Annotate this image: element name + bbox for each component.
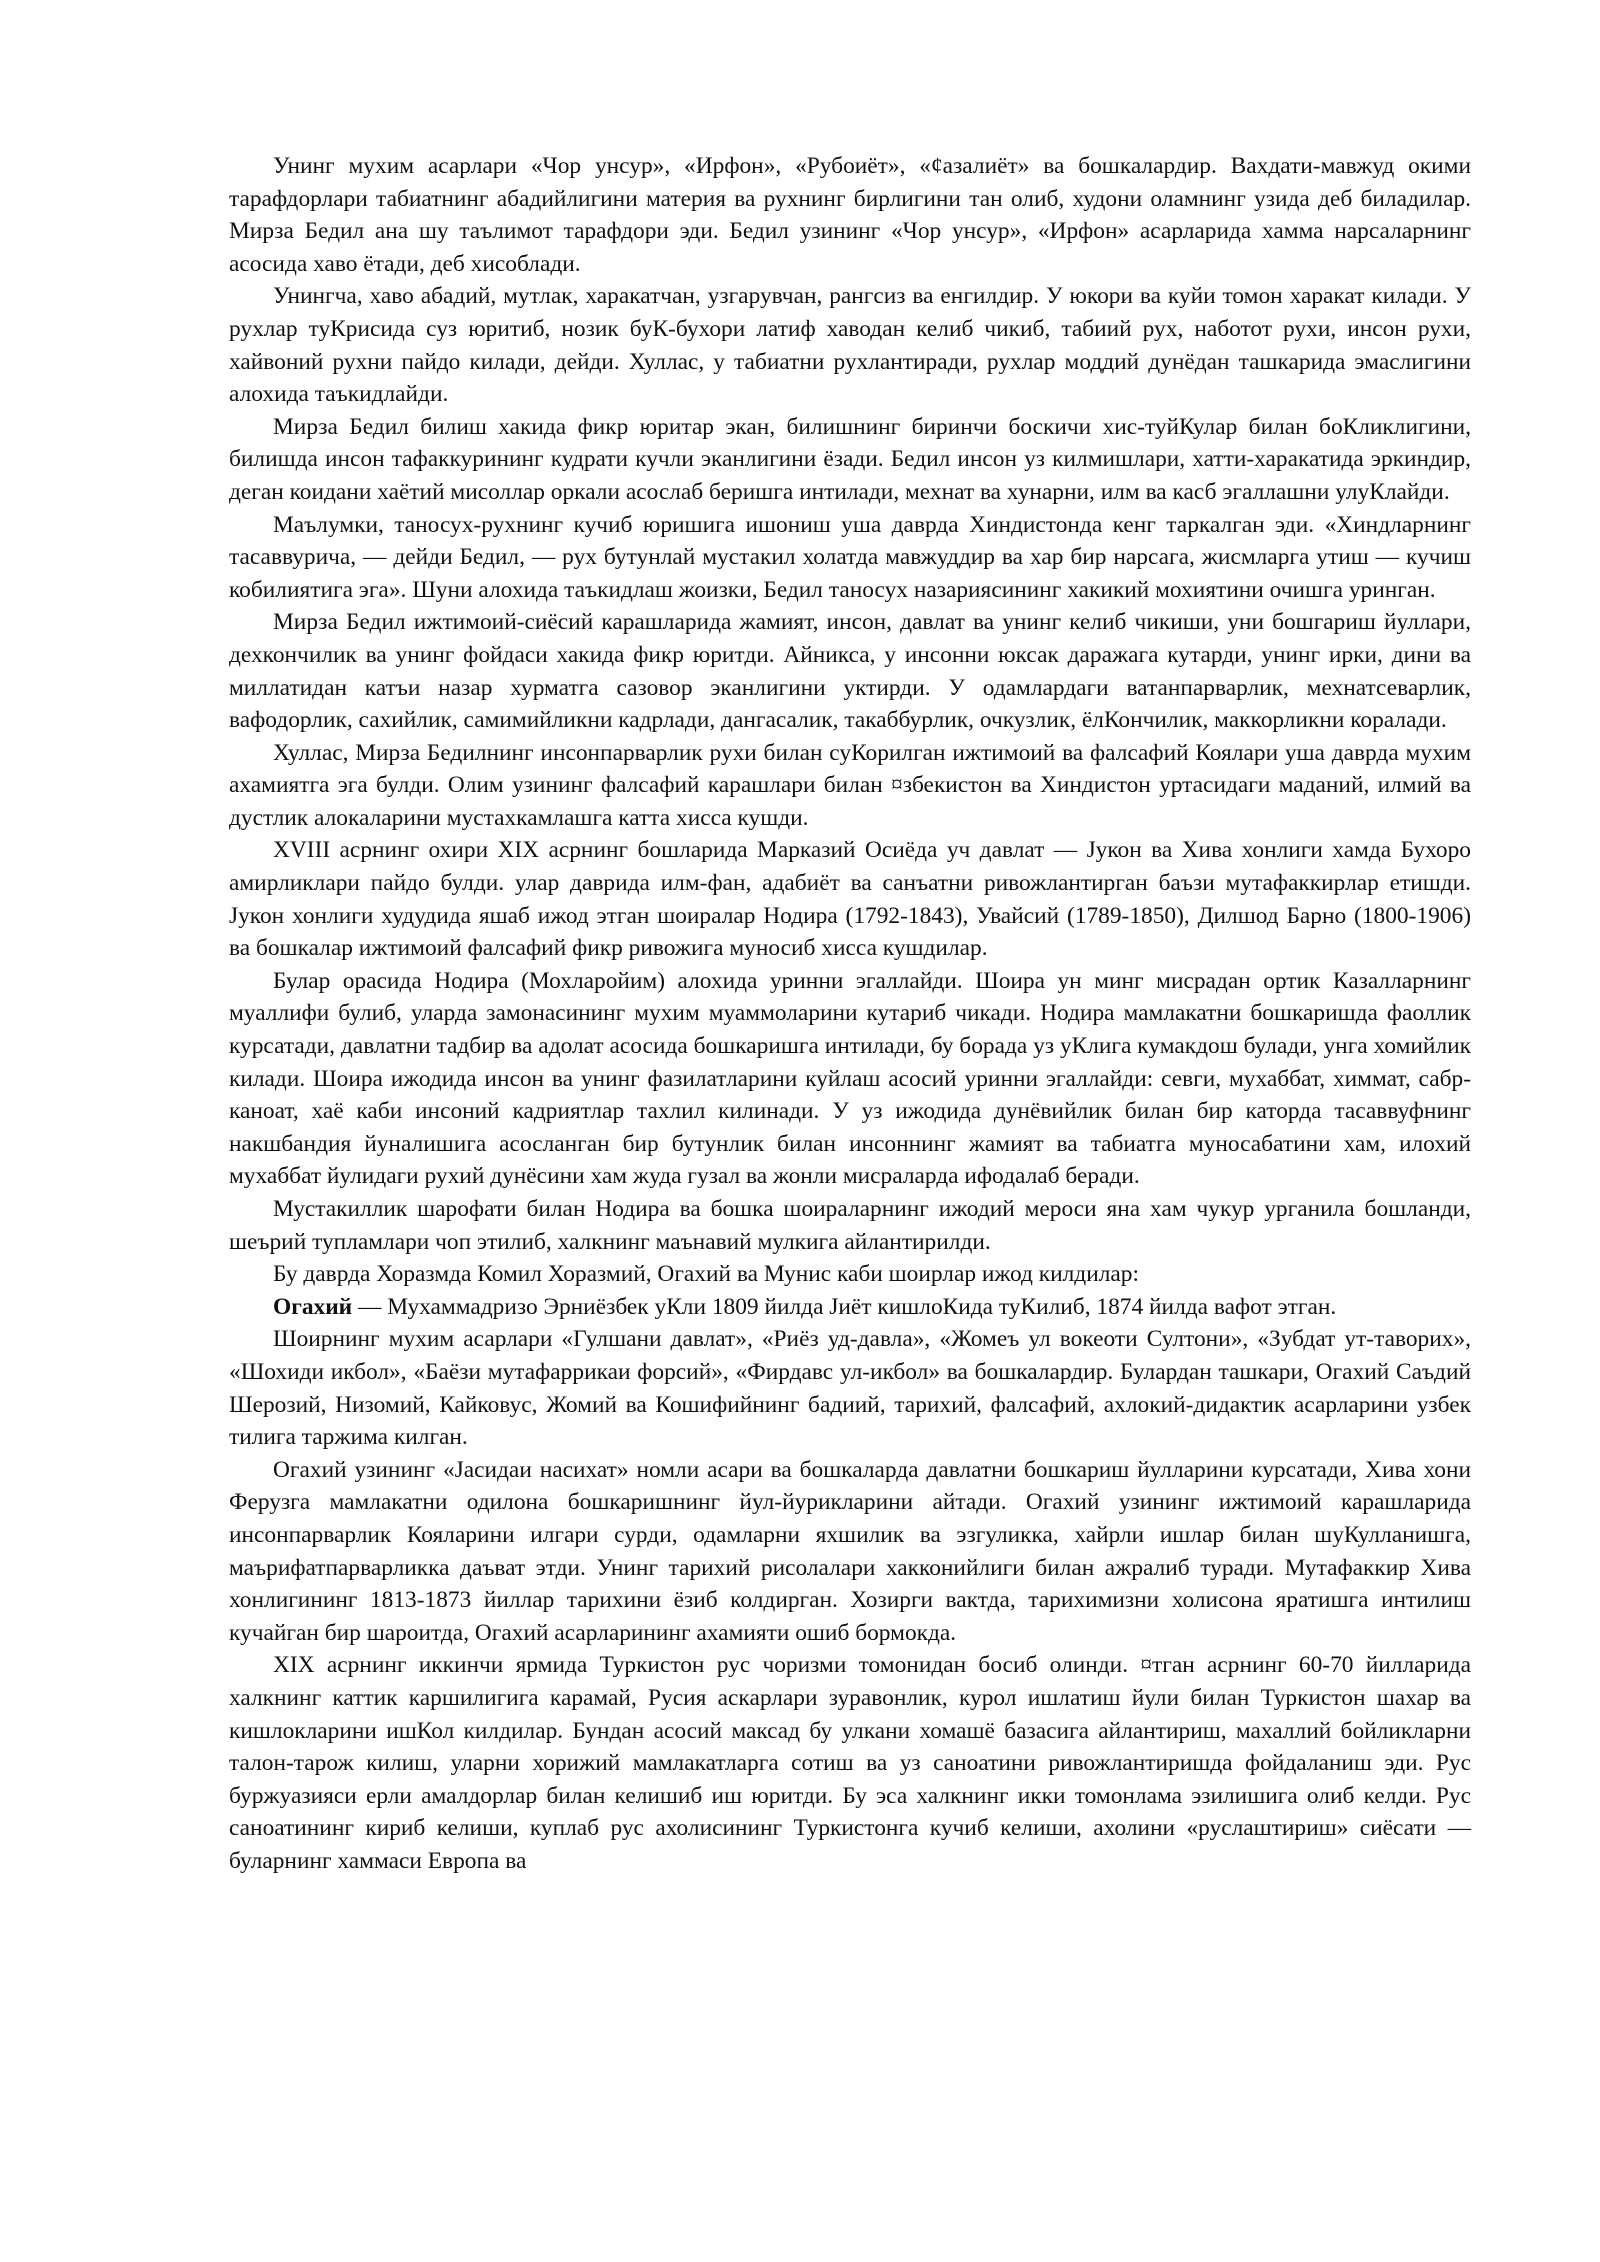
paragraph: Мирза Бедил билиш хакида фикр юритар экан, билишнинг биринчи боскичи хис-туйКулар билан боКликлигини, билишда инсон тафаккурининг кудрати кучли эканлигини ёзади. Бедил инсон уз килмишлари, хатти-харакатида эркиндир, деган коидани хаётий мисоллар оркали асослаб беришга интилади, мехнат ва хунарни, илм ва касб эгаллашни улуКлайди. <box>229 413 1471 505</box>
paragraph: XIX асрнинг иккинчи ярмида Туркистон рус чоризми томонидан босиб олинди. ¤тган асрнинг 60-70 йилларида халкнинг каттик каршилигига карамай, Русия аскарлари зуравонлик, курол ишлатиш йули билан Туркистон шахар ва кишлокларини ишКол килдилар. Бундан асосий максад бу улкани хомашё базасига айлантириш, махаллий бойликларни талон-тарож килиш, уларни хорижий мамлакатларга сотиш ва уз саноатини ривожлантиришда фойдаланиш эди. Рус буржуазияси ерли амалдорлар билан келишиб иш юритди. Бу эса халкнинг икки томонлама эзилишига олиб келди. Рус саноатининг кириб келиши, куплаб рус ахолисининг Туркистонга кучиб келиши, ахолини «руслаштириш» сиёсати — буларнинг хаммаси Европа ва <box>229 1652 1471 1874</box>
paragraph: Унингча, хаво абадий, мутлак, харакатчан, узгарувчан, рангсиз ва енгилдир. У юкори ва куйи томон харакат килади. У рухлар туКрисида суз юритиб, нозик буК-бухори латиф хаводан келиб чикиб, табиий рух, наботот рухи, инсон рухи, хайвоний рухни пайдо килади, дейди. Хуллас, у табиатни рухлантиради, рухлар моддий дунёдан ташкарида эмаслигини алохида таъкидлайди. <box>229 283 1471 408</box>
paragraph: Булар орасида Нодира (Мохларойим) алохида уринни эгаллайди. Шоира ун минг мисрадан ортик Казалларнинг муаллифи булиб, уларда замонасининг мухим муаммоларини кутариб чикади. Нодира мамлакатни бошкаришда фаоллик курсатади, давлатни тадбир ва адолат асосида бошкаришга интилади, бу борада уз уКлига кумакдош булади, унга хомийлик килади. Шоира ижодида инсон ва унинг фазилатларини куйлаш асосий уринни эгаллайди: севги, мухаббат, химмат, сабр-каноат, хаё каби инсоний кадриятлар тахлил килинади. У уз ижодида дунёвийлик билан бир каторда тасаввуфнинг накшбандия йуналишига асосланган бир бутунлик билан инсоннинг жамият ва табиатга муносабатини хам, илохий мухаббат йулидаги рухий дунёсини хам жуда гузал ва жонли мисраларда ифодалаб беради. <box>229 967 1471 1190</box>
ogahiy-paragraph <box>229 1291 1471 1324</box>
paragraph: Шоирнинг мухим асарлари «Гулшани давлат», «Риёз уд-давла», «Жомеъ ул вокеоти Султони», «Зубдат ут-таворих», «Шохиди икбол», «Баёзи мутафаррикаи форсий», «Фирдавс ул-икбол» ва бошкалардир. Булардан ташкари, Огахий Саъдий Шерозий, Низомий, Кайковус, Жомий ва Кошифийнинг бадиий, тарихий, фалсафий, ахлокий-дидактик асарларини узбек тилига таржима килган. <box>229 1326 1471 1451</box>
paragraph: Бу даврда Хоразмда Комил Хоразмий, Огахий ва Мунис каби шоирлар ижод килдилар: <box>273 1261 1139 1288</box>
paragraph: Маълумки, таносух-рухнинг кучиб юришига ишониш уша даврда Хиндистонда кенг таркалган эди. «Хиндларнинг тасаввурича, — дейди Бедил, — рух бутунлай мустакил холатда мавжуддир ва хар бир нарсага, жисмларга утиш — кучиш кобилиятига эга». Шуни алохида таъкидлаш жоизки, Бедил таносух назариясининг хакикий мохиятини очишга уринган. <box>229 511 1471 603</box>
ogahiy-text: — Мухаммадризо Эрниёзбек уКли 1809 йилда Јиёт кишлоКида туКилиб, 1874 йилда вафот этган. <box>352 1293 1337 1320</box>
document-page <box>229 150 1471 1877</box>
paragraph: Огахий узининг «Јасидаи насихат» номли асари ва бошкаларда давлатни бошкариш йулларини курсатади, Хива хони Ферузга мамлакатни одилона бошкаришнинг йул-йурикларини айтади. Огахий узининг ижтимоий карашларида инсонпарварлик Кояларини илгари сурди, одамларни яхшилик ва эзгуликка, хайрли ишлар билан шуКулланишга, маърифатпарварликка даъват этди. Унинг тарихий рисолалари хакконийлиги билан ажралиб туради. Мутафаккир Хива хонлигининг 1813-1873 йиллар тарихини ёзиб колдирган. Хозирги вактда, тарихимизни холисона яратишга интилиш кучайган бир шароитда, Огахий асарларининг ахамияти ошиб бормокда. <box>229 1456 1471 1646</box>
paragraph: Хуллас, Мирза Бедилнинг инсонпарварлик рухи билан суКорилган ижтимоий ва фалсафий Коялари уша даврда мухим ахамиятга эга булди. Олим узининг фалсафий карашлари билан ¤збекистон ва Хиндистон уртасидаги маданий, илмий ва дустлик алокаларини мустахкамлашга катта хисса кушди. <box>229 739 1471 831</box>
paragraph: Унинг мухим асарлари «Чор унсур», «Ирфон», «Рубоиёт», «¢азалиёт» ва бошкалардир. Вахдати-мавжуд окими тарафдорлари табиатнинг абадийлигини материя ва рухнинг бирлигини тан олиб, худони оламнинг узида деб биладилар. Мирза Бедил ана шу таълимот тарафдори эди. Бедил узининг «Чор унсур», «Ирфон» асарларида хамма нарсаларнинг асосида хаво ётади, деб хисоблади. <box>229 153 1471 277</box>
paragraph: Мустакиллик шарофати билан Нодира ва бошка шоираларнинг ижодий мероси яна хам чукур урганила бошланди, шеърий тупламлари чоп этилиб, халкнинг маънавий мулкига айлантирилди. <box>229 1196 1471 1255</box>
ogahiy-heading: Огахий <box>273 1293 353 1320</box>
paragraph: XVIII асрнинг охири XIX асрнинг бошларида Марказий Осиёда уч давлат — Јукон ва Хива хонлиги хамда Бухоро амирликлари пайдо булди. улар даврида илм-фан, адабиёт ва санъатни ривожлантирган баъзи мутафаккирлар етишди. Јукон хонлиги худудида яшаб ижод этган шоиралар Нодира (1792-1843), Увайсий (1789-1850), Дилшод Барно (1800-1906) ва бошкалар ижтимоий фалсафий фикр ривожига муносиб хисса кушдилар. <box>229 837 1471 962</box>
paragraph: Мирза Бедил ижтимоий-сиёсий карашларида жамият, инсон, давлат ва унинг келиб чикиши, уни бошгариш йуллари, дехкончилик ва унинг фойдаси хакида фикр юритди. Айникса, у инсонни юксак даражага кутарди, унинг ирки, дини ва миллатидан катъи назар хурматга сазовор эканлигини уктирди. У одамлардаги ватанпарварлик, мехнатсеварлик, вафодорлик, сахийлик, самимийликни кадрлади, дангасалик, такаббурлик, очкузлик, ёлКончилик, маккорликни коралади. <box>229 609 1471 734</box>
